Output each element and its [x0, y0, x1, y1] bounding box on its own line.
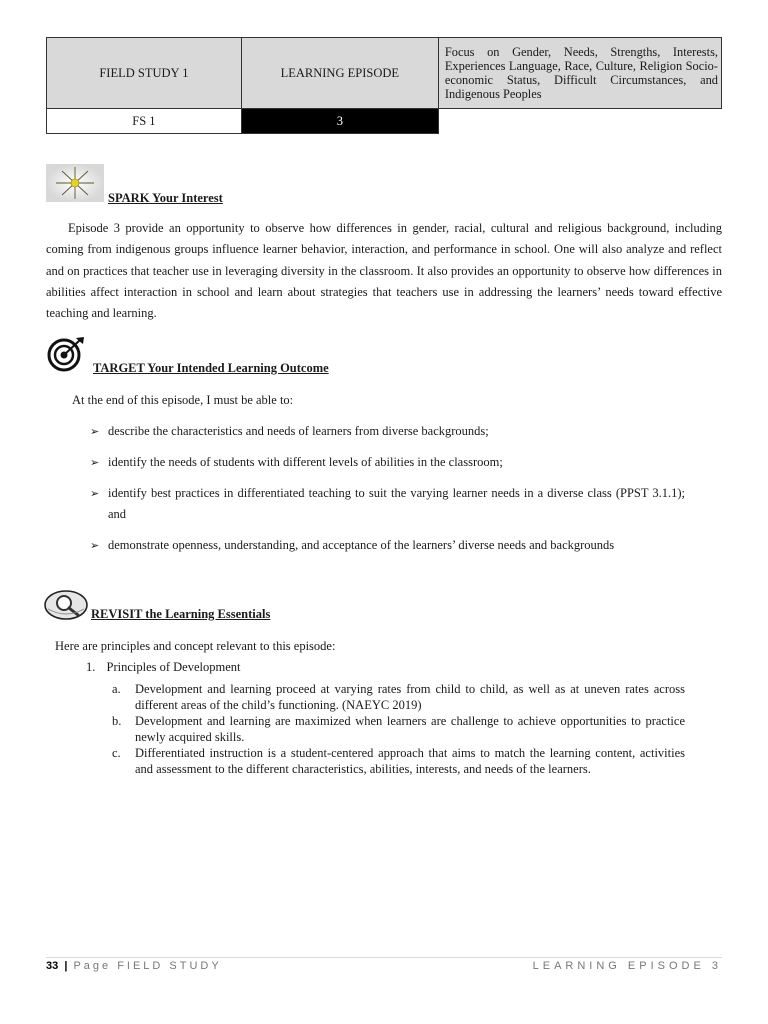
- list-item: a. Development and learning proceed at varying rates from child to child, as well as at uneven rates across different areas of the child’s functioning. (NAEYC 2019): [112, 682, 685, 712]
- spark-paragraph: Episode 3 provide an opportunity to observe how differences in gender, racial, cultural and religious background, including coming from indigenous groups influence learner behavior, interaction, and performance in school. One will also analyze and reflect and on practices that teacher use in leveraging diversity in the classroom. It also provides an opportunity to observe how differences in abilities affect interaction in school and learn about strategies that teachers use in addressing the learners’ needs toward effective teaching and learning.: [46, 221, 722, 321]
- fs-cell: FS 1: [47, 109, 242, 134]
- footer-divider: [46, 957, 722, 958]
- list-item: c. Differentiated instruction is a student-centered approach that aims to match the learning content, activities and assessment to the different characteristics, abilities, interests, and needs of the learners.: [112, 746, 685, 776]
- magnifier-icon: [44, 589, 90, 621]
- arrow-bullet-icon: ➢: [90, 456, 100, 469]
- footer-separator: |: [64, 960, 68, 972]
- arrow-bullet-icon: ➢: [90, 487, 100, 500]
- list-item: ➢ demonstrate openness, understanding, and acceptance of the learners’ diverse needs and backgrounds: [90, 535, 685, 556]
- field-study-cell: FIELD STUDY 1: [47, 38, 242, 109]
- page-number: 33: [46, 960, 59, 972]
- spark-icon: [46, 164, 104, 202]
- list-item: ➢ describe the characteristics and needs of learners from diverse backgrounds;: [90, 421, 685, 442]
- footer-left-text: Page FIELD STUDY: [73, 960, 222, 972]
- list-item: ➢ identify best practices in differentiated teaching to suit the varying learner needs in a diverse class (PPST 3.1.1); and: [90, 483, 685, 525]
- episode-number-cell: 3: [241, 109, 438, 134]
- spark-title: SPARK Your Interest: [108, 191, 223, 205]
- header-table: [46, 37, 722, 134]
- target-title: TARGET Your Intended Learning Outcome: [93, 361, 329, 375]
- principles-list: [112, 681, 685, 777]
- arrow-bullet-icon: ➢: [90, 539, 100, 552]
- target-icon: [46, 336, 86, 372]
- learning-episode-cell: LEARNING EPISODE: [241, 38, 438, 109]
- list-item: b. Development and learning are maximized when learners are challenge to achieve opportunities to practice newly acquired skills.: [112, 714, 685, 744]
- revisit-intro: Here are principles and concept relevant to this episode:: [55, 639, 336, 653]
- footer-left: [46, 960, 222, 972]
- numbered-marker: 1.: [86, 660, 96, 674]
- target-intro: At the end of this episode, I must be able to:: [72, 393, 294, 407]
- list-item: ➢ identify the needs of students with different levels of abilities in the classroom;: [90, 452, 685, 473]
- outcome-list: [90, 421, 685, 566]
- focus-cell: Focus on Gender, Needs, Strengths, Interests, Experiences Language, Race, Culture, Religion Socio-economic Status, Difficult Circumstances, and Indigenous Peoples: [438, 38, 721, 109]
- numbered-title: Principles of Development: [106, 660, 241, 674]
- arrow-bullet-icon: ➢: [90, 425, 100, 438]
- footer-right: LEARNING EPISODE 3: [532, 960, 722, 972]
- revisit-title: REVISIT the Learning Essentials: [91, 607, 271, 621]
- empty-cell: [438, 109, 721, 134]
- numbered-item: [86, 660, 241, 675]
